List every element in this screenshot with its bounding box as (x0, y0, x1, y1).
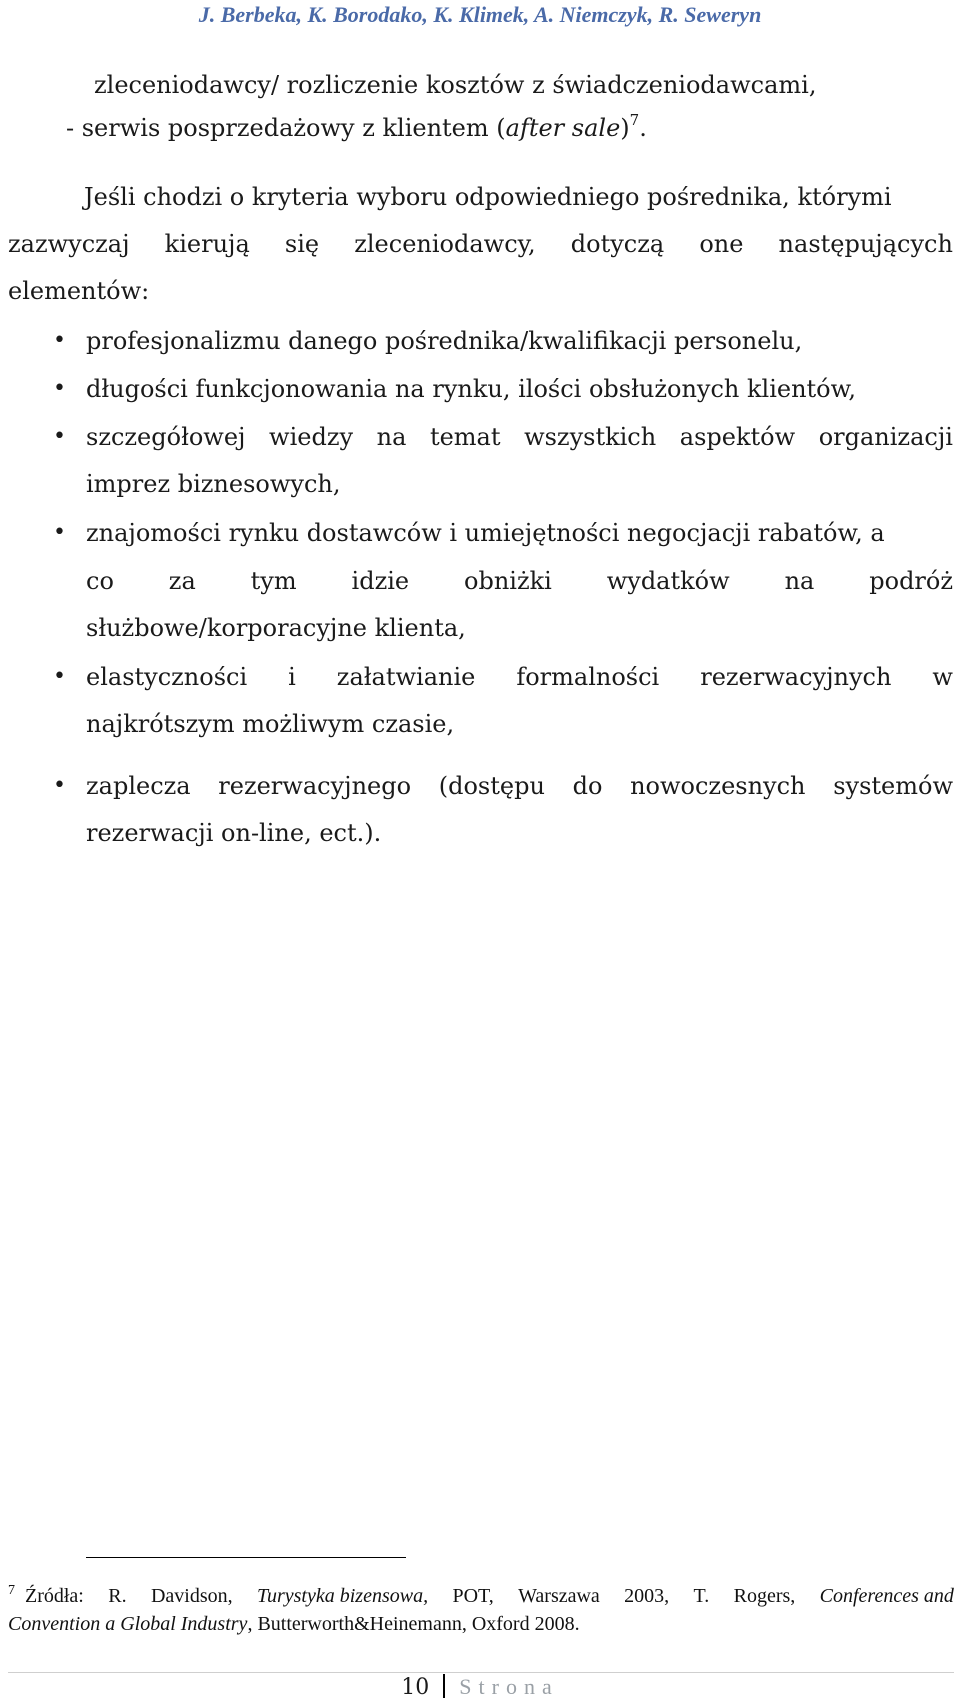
page-word: Strona (459, 1674, 559, 1699)
bullet-4-line-1: znajomości rynku dostawców i umiejętności negocjacji rabatów, a (86, 519, 885, 547)
bullet-1: profesjonalizmu danego pośrednika/kwalifikacji personelu, (86, 327, 803, 355)
page-footer (0, 1674, 960, 1700)
footnote-separator (86, 1557, 406, 1558)
bullet-dot: • (53, 664, 66, 689)
bullet-dot: • (53, 376, 66, 401)
bullet-5-line-2: najkrótszym możliwym czasie, (86, 710, 455, 738)
intro-line-2: - serwis posprzedażowy z klientem (after sale)$^7$. (66, 111, 647, 142)
page-number: 10 (401, 1675, 430, 1700)
bullet-dot: • (53, 328, 66, 353)
paragraph-line-1: Jeśli chodzi o kryteria wyboru odpowiedniego pośrednika, którymi (84, 183, 892, 211)
bullet-5-line-1: elastyczności i załatwianie formalności rezerwacyjnych w (86, 663, 953, 691)
bullet-dot: • (53, 424, 66, 449)
footnote-line-2: Convention a Global Industry, Butterworth&Heinemann, Oxford 2008. (8, 1613, 580, 1635)
paragraph-line-2: zazwyczaj kierują się zleceniodawcy, dotyczą one następujących (8, 230, 953, 258)
intro-line-1: zleceniodawcy/ rozliczenie kosztów z świadczeniodawcami, (94, 71, 817, 99)
footnote-number: 7 (8, 1583, 15, 1598)
bullet-3-line-1: szczegółowej wiedzy na temat wszystkich aspektów organizacji (86, 423, 953, 451)
bullet-6-line-1: zaplecza rezerwacyjnego (dostępu do nowoczesnych systemów (86, 772, 953, 800)
bullet-dot: • (53, 520, 66, 545)
paragraph-line-3: elementów: (8, 277, 150, 305)
running-header: J. Berbeka, K. Borodako, K. Klimek, A. Niemczyk, R. Seweryn (198, 2, 762, 27)
bullet-3-line-2: imprez biznesowych, (86, 470, 341, 498)
bullet-6-line-2: rezerwacji on-line, ect.). (86, 819, 382, 847)
bullet-2: długości funkcjonowania na rynku, ilości obsłużonych klientów, (86, 375, 856, 403)
bullet-4-line-3: służbowe/korporacyjne klienta, (86, 614, 466, 642)
footnote-line-1: $^7$ Źródła: R. Davidson, Turystyka bizensowa, POT, Warszawa 2003, T. Rogers, Conferences and (8, 1583, 954, 1607)
bullet-dot: • (53, 773, 66, 798)
footer-divider (8, 1672, 954, 1673)
footnote-ref[interactable]: 7 (629, 111, 640, 129)
footer-separator (443, 1674, 445, 1698)
bullet-4-line-2: co za tym idzie obniżki wydatków na podróż (86, 567, 953, 595)
